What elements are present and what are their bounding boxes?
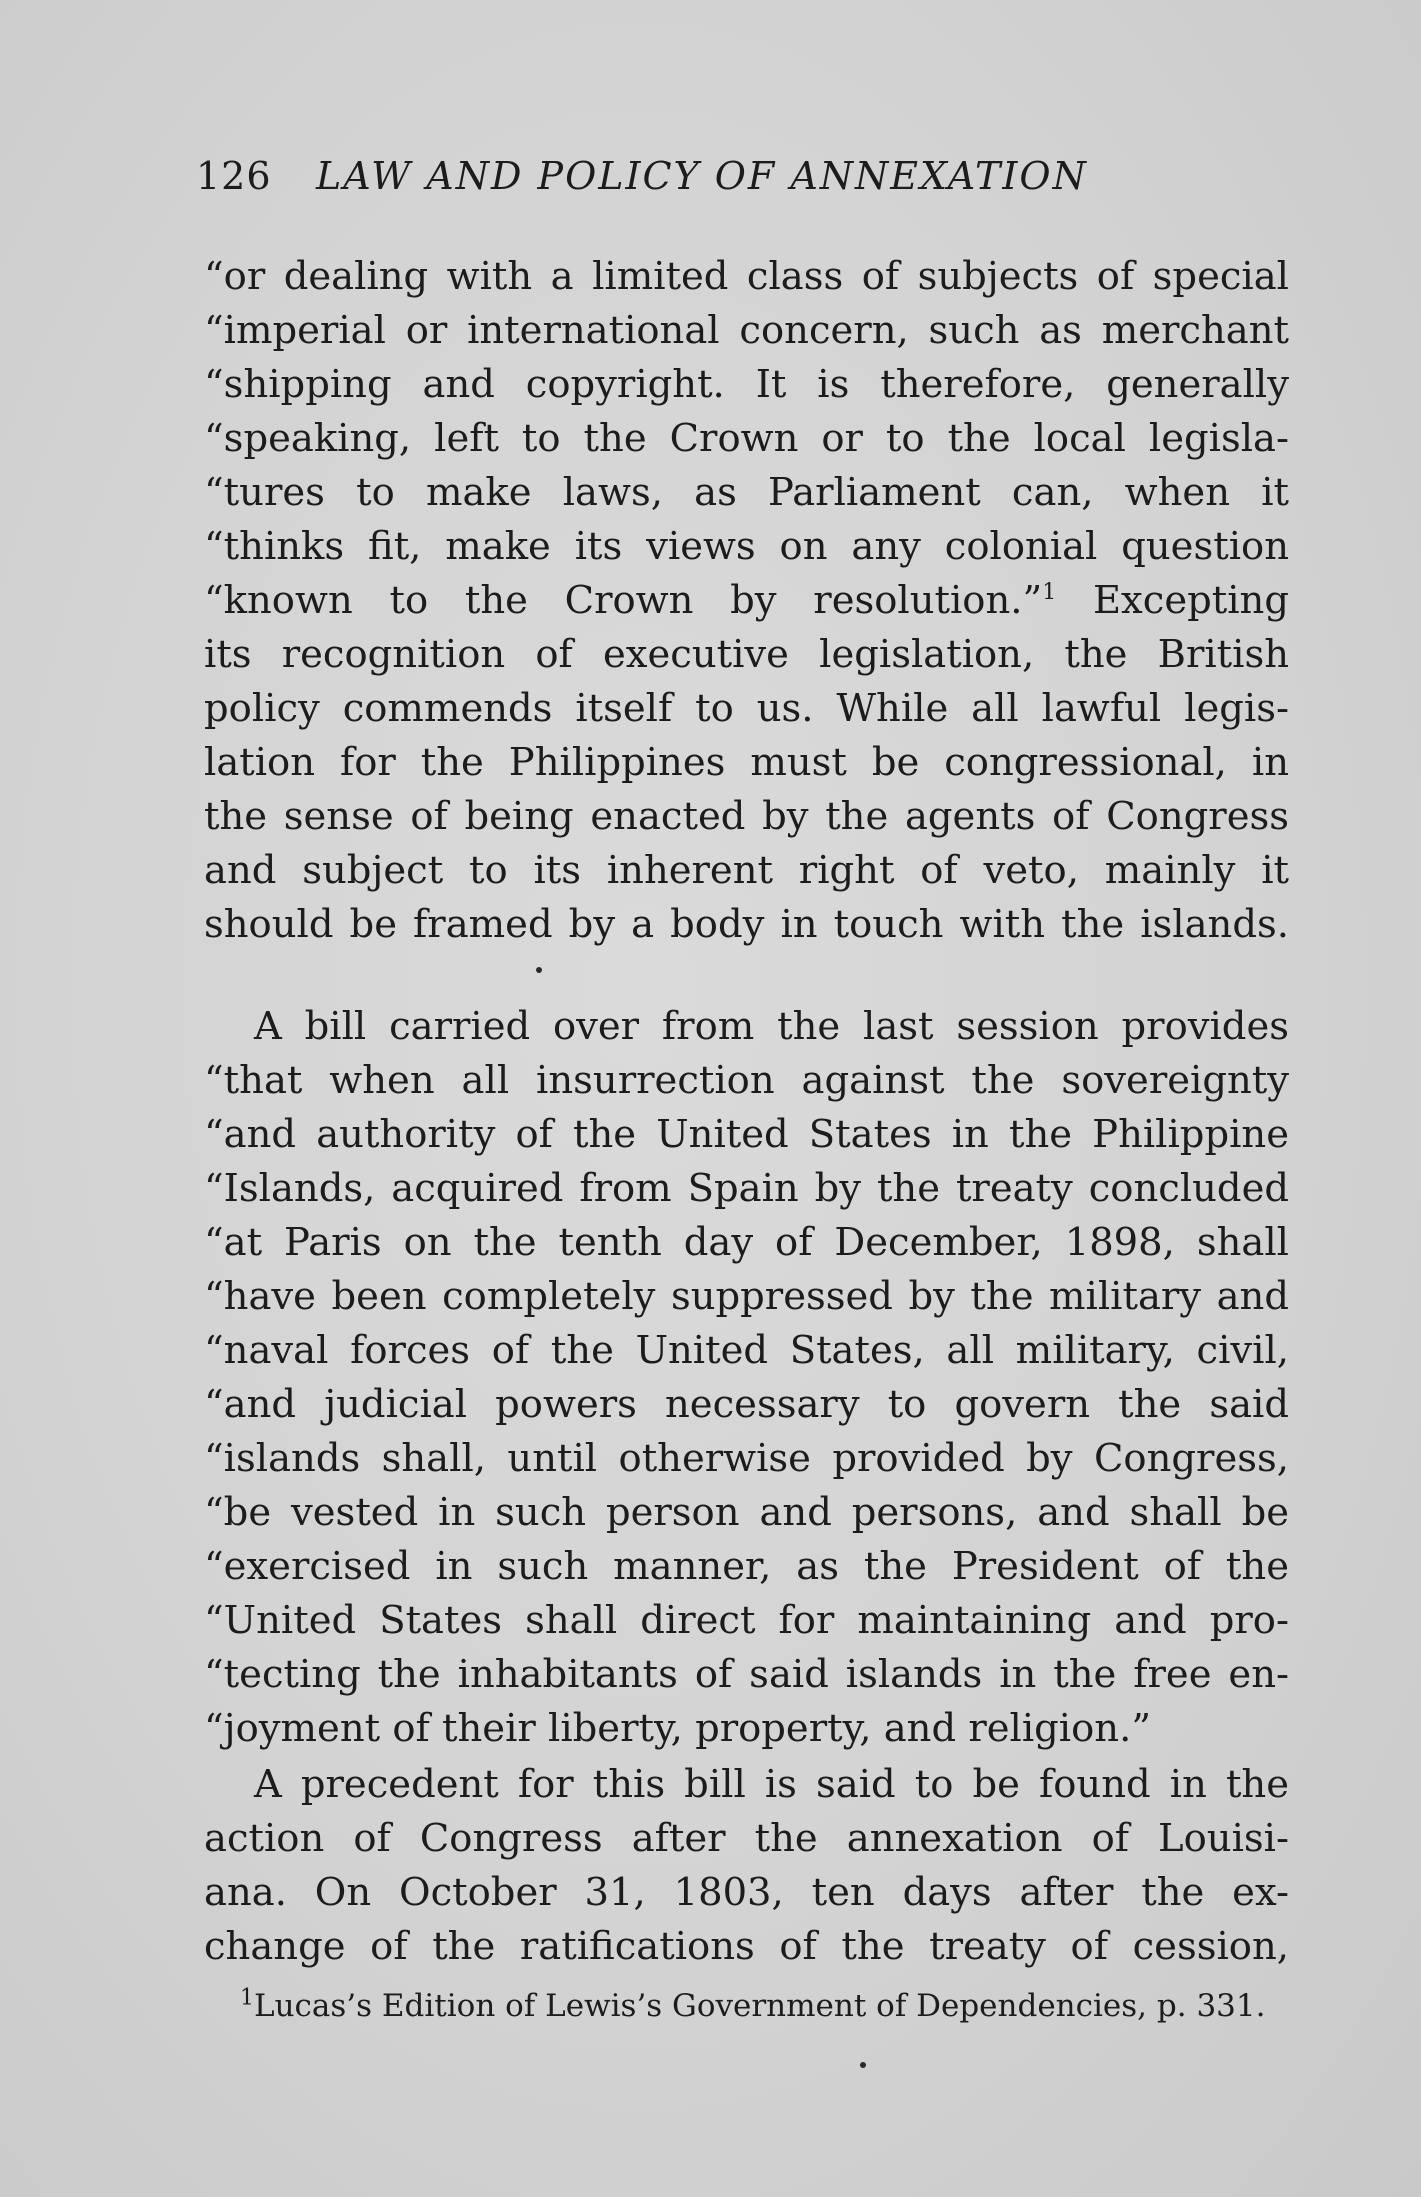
line-continuation: Excepting xyxy=(1092,578,1289,623)
page-header xyxy=(196,150,1196,202)
footnote-marker: 1 xyxy=(240,1985,254,2011)
text-line: ana. On October 31, 1803, ten days after the ex- xyxy=(204,1870,1289,1915)
page-number: 126 xyxy=(196,154,272,198)
text-line: “naval forces of the United States, all military, civil, xyxy=(204,1328,1289,1373)
text-line: A precedent for this bill is said to be found in the xyxy=(254,1762,1289,1807)
text-line: “that when all insurrection against the sovereignty xyxy=(204,1058,1289,1103)
text-line: change of the ratifications of the treaty of cession, xyxy=(204,1924,1289,1969)
text-line: and subject to its inherent right of veto, mainly it xyxy=(204,848,1289,893)
text-line: “have been completely suppressed by the military and xyxy=(204,1274,1289,1319)
text-line: “islands shall, until otherwise provided by Congress, xyxy=(204,1436,1289,1481)
text-line: “and authority of the United States in the Philippine xyxy=(204,1112,1289,1157)
text-line: “United States shall direct for maintaining and pro- xyxy=(204,1598,1289,1643)
text-line: “tures to make laws, as Parliament can, when it xyxy=(204,470,1289,515)
footnote xyxy=(240,1984,1290,2028)
paragraph-1 xyxy=(204,250,1289,952)
text-line: action of Congress after the annexation of Louisi- xyxy=(204,1816,1289,1861)
text-line: should be framed by a body in touch with the islands. xyxy=(204,902,1289,947)
text-line: “exercised in such manner, as the President of the xyxy=(204,1544,1289,1589)
paragraph-3 xyxy=(204,1758,1289,1974)
ink-speck xyxy=(860,2062,866,2068)
footnote-text: Lucas’s Edition of Lewis’s Government of Dependencies, p. 331. xyxy=(254,1988,1266,2024)
text-line: “be vested in such person and persons, and shall be xyxy=(204,1490,1289,1535)
text-line: its recognition of executive legislation, the British xyxy=(204,632,1289,677)
text-line: “tecting the inhabitants of said islands in the free en- xyxy=(204,1652,1289,1697)
text-line: the sense of being enacted by the agents of Congress xyxy=(204,794,1289,839)
running-title: LAW AND POLICY OF ANNEXATION xyxy=(316,154,1088,198)
text-line: “and judicial powers necessary to govern the said xyxy=(204,1382,1289,1427)
text-line: “shipping and copyright. It is therefore, generally xyxy=(204,362,1289,407)
text-line: “joyment of their liberty, property, and religion.” xyxy=(204,1706,1152,1751)
footnote-reference: 1 xyxy=(1042,580,1057,606)
paragraph-2 xyxy=(204,1000,1289,1756)
text-line: “Islands, acquired from Spain by the treaty concluded xyxy=(204,1166,1289,1211)
text-line: A bill carried over from the last session provides xyxy=(254,1004,1289,1049)
text-line: lation for the Philippines must be congressional, in xyxy=(204,740,1289,785)
text-line: “at Paris on the tenth day of December, 1898, shall xyxy=(204,1220,1289,1265)
text-line: “speaking, left to the Crown or to the local legisla- xyxy=(204,416,1289,461)
text-line: “imperial or international concern, such as merchant xyxy=(204,308,1289,353)
text-line: “or dealing with a limited class of subjects of special xyxy=(204,254,1289,299)
ink-speck xyxy=(536,967,542,973)
text-line: “thinks fit, make its views on any colonial question xyxy=(204,524,1289,569)
text-line-with-footnote xyxy=(204,574,1289,628)
quote-end-text: “known to the Crown by resolution.” xyxy=(204,578,1043,623)
text-line: policy commends itself to us. While all lawful legis- xyxy=(204,686,1289,731)
